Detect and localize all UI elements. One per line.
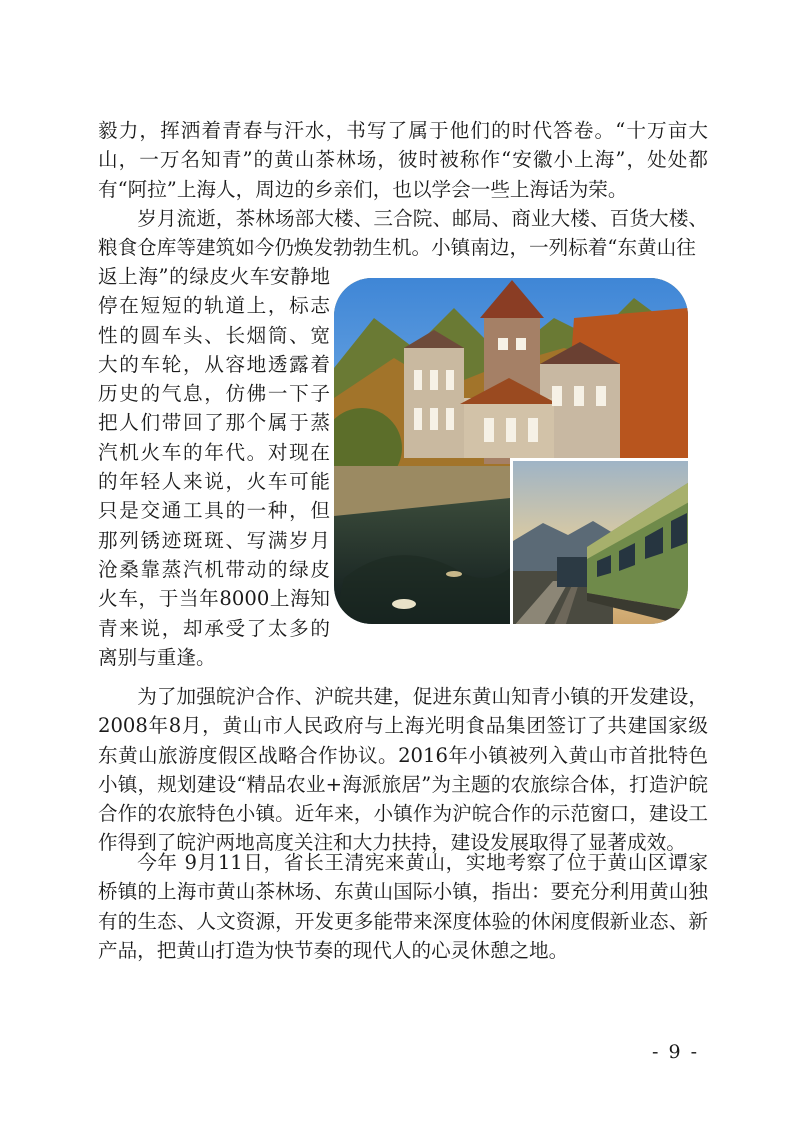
paragraph-1: 毅力，挥洒着青春与汗水，书写了属于他们的时代答卷。“十万亩大山，一万名知青”的黄山茶林场，彼时被称作“安徽小上海”，处处都有“阿拉”上海人，周边的乡亲们，也以学会一些上海话为荣。 xyxy=(98,119,708,201)
paragraph-2-wrapped: 返上海”的绿皮火车安静地停在短短的轨道上，标志性的圆车头、长烟筒、宽大的车轮，从容地透露着历史的气息，仿佛一下子把人们带回了那个属于蒸汽机火车的年代。对现在的年轻人来说，火车可能只是交通工具的一种，但那列锈迹斑斑、写满岁月沧桑靠蒸汽机带动的绿皮火车，于当年8000上海知青来说，却承受了太多的离别与重逢。 xyxy=(98,265,330,669)
green-train-inset-photo xyxy=(510,458,688,624)
page-number: - 9 - xyxy=(652,1041,700,1063)
green-train-photo xyxy=(513,461,688,624)
town-photo-collage xyxy=(334,278,688,624)
paragraph-4: 今年 9月11日，省长王清宪来黄山，实地考察了位于黄山区谭家桥镇的上海市黄山茶林场、东黄山国际小镇，指出：要充分利用黄山独有的生态、人文资源，开发更多能带来深度体验的休闲度假新业态、新产品，把黄山打造为快节奏的现代人的心灵休憩之地。 xyxy=(98,851,708,962)
paragraph-3: 为了加强皖沪合作、沪皖共建，促进东黄山知青小镇的开发建设，2008年8月，黄山市人民政府与上海光明食品集团签订了共建国家级东黄山旅游度假区战略合作协议。2016年小镇被列入黄山市首批特色小镇，规划建设“精品农业+海派旅居”为主题的农旅综合体，打造沪皖合作的农旅特色小镇。近年来，小镇作为沪皖合作的示范窗口，建设工作得到了皖沪两地高度关注和大力扶持，建设发展取得了显著成效。 xyxy=(98,685,708,855)
paragraph-2: 岁月流逝，茶林场部大楼、三合院、邮局、商业大楼、百货大楼、粮食仓库等建筑如今仍焕发勃勃生机。小镇南边，一列标着“东黄山往 xyxy=(98,207,708,260)
